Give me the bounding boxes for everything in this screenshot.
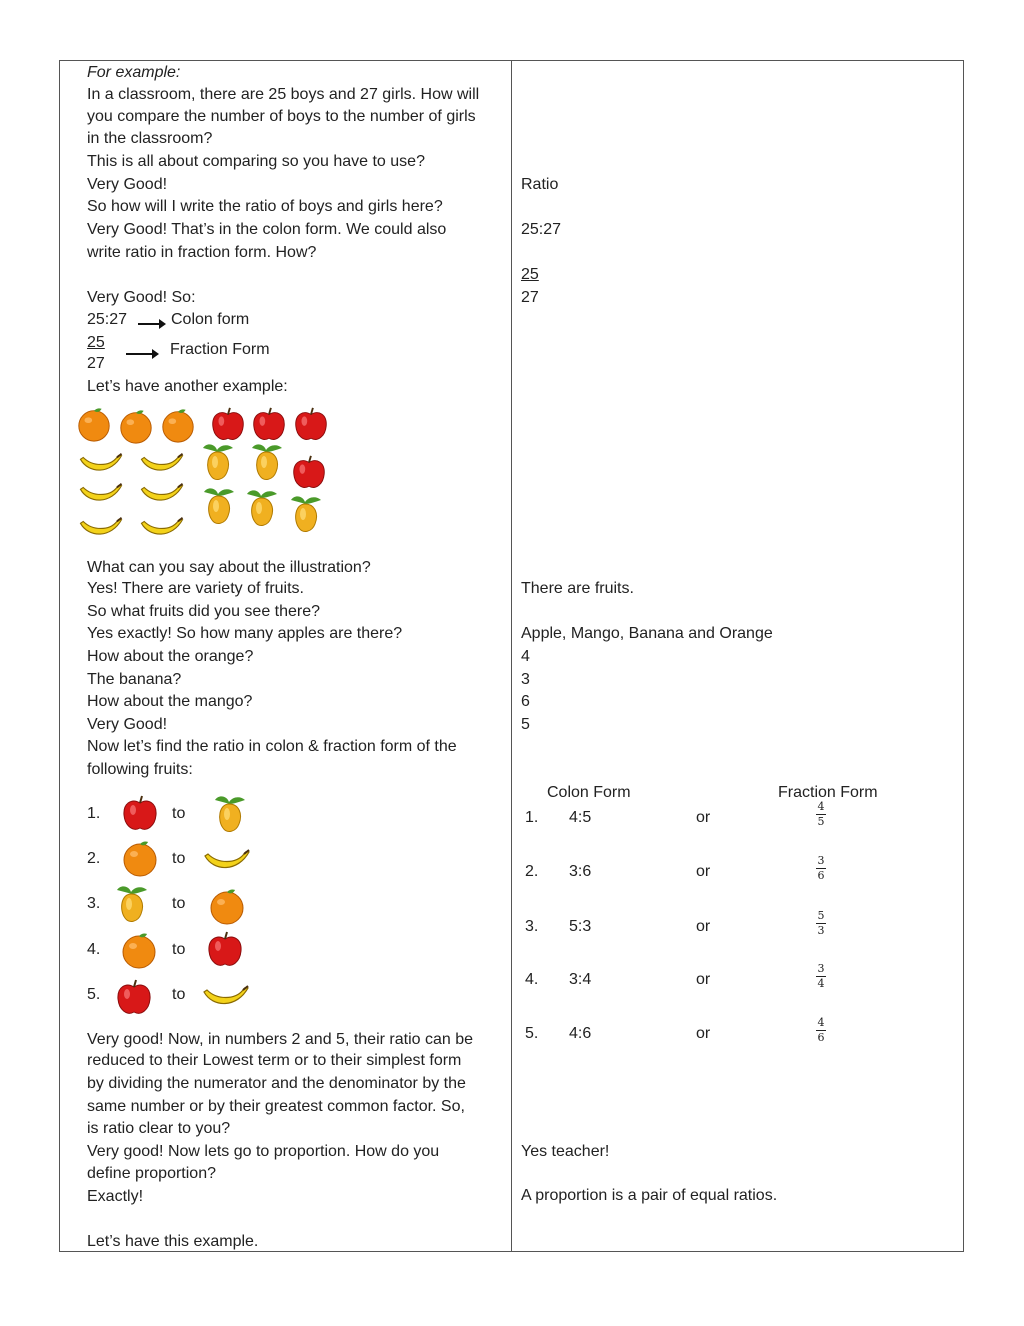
colon-form-value: 25:27 bbox=[87, 311, 128, 328]
answer-row-colon: 3:4 bbox=[569, 971, 592, 988]
text-line: Yes! There are variety of fruits. bbox=[87, 580, 304, 597]
answer-row-fraction: 5 3 bbox=[817, 909, 825, 937]
banana-icon bbox=[75, 480, 127, 508]
answer-row-colon: 4:5 bbox=[569, 809, 592, 826]
orange-icon bbox=[207, 886, 247, 926]
colon-form-label: Colon form bbox=[171, 311, 250, 328]
orange-icon bbox=[75, 404, 113, 444]
text-line: Very good! Now, in numbers 2 and 5, their ratio can be bbox=[87, 1031, 474, 1048]
answer-row-fraction: 3 4 bbox=[817, 962, 825, 990]
banana-icon bbox=[136, 480, 188, 508]
list-item-number: 3. bbox=[87, 895, 101, 912]
answer-row-number: 3. bbox=[525, 918, 539, 935]
mango-icon bbox=[240, 486, 282, 530]
fraction-numerator: 25 bbox=[87, 334, 105, 351]
mango-icon bbox=[208, 792, 250, 836]
praise-line: Very Good! So: bbox=[87, 289, 196, 306]
apple-icon bbox=[250, 404, 288, 444]
apple-icon bbox=[290, 452, 328, 492]
list-item-number: 5. bbox=[87, 986, 101, 1003]
text-line: is ratio clear to you? bbox=[87, 1120, 231, 1137]
answer-row-colon: 4:6 bbox=[569, 1025, 592, 1042]
arrow-right-icon bbox=[138, 323, 164, 325]
answer-row-number: 5. bbox=[525, 1025, 539, 1042]
text-line: following fruits: bbox=[87, 761, 193, 778]
answer-row-or: or bbox=[696, 809, 711, 826]
answer-colon: 25:27 bbox=[521, 221, 562, 238]
to-label: to bbox=[172, 805, 186, 822]
answer-row-or: or bbox=[696, 863, 711, 880]
to-label: to bbox=[172, 895, 186, 912]
orange-icon bbox=[117, 406, 155, 446]
question-line: What can you say about the illustration? bbox=[87, 559, 371, 576]
banana-icon bbox=[75, 450, 127, 478]
question-line: In a classroom, there are 25 boys and 27 girls. How will bbox=[87, 86, 480, 103]
question-line: This is all about comparing so you have to use? bbox=[87, 153, 425, 170]
apple-icon bbox=[114, 976, 154, 1018]
apple-icon bbox=[292, 404, 330, 444]
question-line: you compare the number of boys to the number of girls bbox=[87, 108, 476, 125]
colon-form-header: Colon Form bbox=[547, 784, 631, 801]
praise-line: Exactly! bbox=[87, 1188, 144, 1205]
answer-line: There are fruits. bbox=[521, 580, 634, 597]
text-line: reduced to their Lowest term or to their simplest form bbox=[87, 1052, 462, 1069]
praise-line: Very Good! bbox=[87, 176, 168, 193]
answer-line: Apple, Mango, Banana and Orange bbox=[521, 625, 773, 642]
banana-icon bbox=[75, 514, 127, 542]
answer-row-colon: 3:6 bbox=[569, 863, 592, 880]
list-item-number: 2. bbox=[87, 850, 101, 867]
answer-row-number: 4. bbox=[525, 971, 539, 988]
answer-fraction-numerator: 25 bbox=[521, 266, 539, 283]
fraction-denominator: 27 bbox=[87, 355, 105, 372]
to-label: to bbox=[172, 850, 186, 867]
text-line: define proportion? bbox=[87, 1165, 216, 1182]
apple-icon bbox=[120, 792, 160, 834]
to-label: to bbox=[172, 986, 186, 1003]
list-item-number: 1. bbox=[87, 805, 101, 822]
answer-row-or: or bbox=[696, 971, 711, 988]
text-line: same number or by their greatest common factor. So, bbox=[87, 1098, 465, 1115]
orange-icon bbox=[159, 405, 197, 445]
text-line: Very good! Now lets go to proportion. How do you bbox=[87, 1143, 440, 1160]
arrow-right-icon bbox=[126, 353, 157, 355]
answer-row-fraction: 4 6 bbox=[817, 1016, 825, 1044]
answer-count: 5 bbox=[521, 716, 530, 733]
text-line: Very Good! That’s in the colon form. We could also bbox=[87, 221, 447, 238]
answer-row-or: or bbox=[696, 918, 711, 935]
answer-line: Yes teacher! bbox=[521, 1143, 610, 1160]
fraction-form-header: Fraction Form bbox=[778, 784, 878, 801]
mango-icon bbox=[284, 492, 326, 536]
text-line: Now let’s find the ratio in colon & fraction form of the bbox=[87, 738, 457, 755]
answer-count: 6 bbox=[521, 693, 530, 710]
answer-count: 4 bbox=[521, 648, 530, 665]
mango-icon bbox=[197, 484, 239, 528]
question-line: How about the orange? bbox=[87, 648, 254, 665]
answer-row-colon: 5:3 bbox=[569, 918, 592, 935]
answer-row-fraction: 4 5 bbox=[817, 800, 825, 828]
mango-icon bbox=[245, 440, 287, 484]
column-divider bbox=[511, 60, 512, 1252]
answer-ratio: Ratio bbox=[521, 176, 559, 193]
answer-row-fraction: 3 6 bbox=[817, 854, 825, 882]
question-line: The banana? bbox=[87, 671, 182, 688]
banana-icon bbox=[136, 514, 188, 542]
mango-icon bbox=[196, 440, 238, 484]
text-line: Let’s have this example. bbox=[87, 1233, 259, 1250]
apple-icon bbox=[205, 928, 245, 970]
list-item-number: 4. bbox=[87, 941, 101, 958]
orange-icon bbox=[120, 838, 160, 878]
banana-icon bbox=[136, 450, 188, 478]
question-line: So how will I write the ratio of boys and girls here? bbox=[87, 198, 443, 215]
for-example-label: For example: bbox=[87, 64, 181, 81]
text-line: write ratio in fraction form. How? bbox=[87, 244, 317, 261]
banana-icon bbox=[200, 982, 252, 1012]
banana-icon bbox=[201, 846, 253, 876]
text-line: Let’s have another example: bbox=[87, 378, 288, 395]
answer-count: 3 bbox=[521, 671, 530, 688]
praise-line: Very Good! bbox=[87, 716, 168, 733]
to-label: to bbox=[172, 941, 186, 958]
mango-icon bbox=[110, 882, 152, 926]
text-line: by dividing the numerator and the denominator by the bbox=[87, 1075, 466, 1092]
question-line: in the classroom? bbox=[87, 130, 213, 147]
answer-row-or: or bbox=[696, 1025, 711, 1042]
answer-line: A proportion is a pair of equal ratios. bbox=[521, 1187, 778, 1204]
orange-icon bbox=[119, 930, 159, 970]
apple-icon bbox=[209, 404, 247, 444]
answer-row-number: 2. bbox=[525, 863, 539, 880]
question-line: Yes exactly! So how many apples are there? bbox=[87, 625, 403, 642]
question-line: So what fruits did you see there? bbox=[87, 603, 321, 620]
answer-row-number: 1. bbox=[525, 809, 539, 826]
answer-fraction-denominator: 27 bbox=[521, 289, 539, 306]
question-line: How about the mango? bbox=[87, 693, 253, 710]
fraction-form-label: Fraction Form bbox=[170, 341, 270, 358]
